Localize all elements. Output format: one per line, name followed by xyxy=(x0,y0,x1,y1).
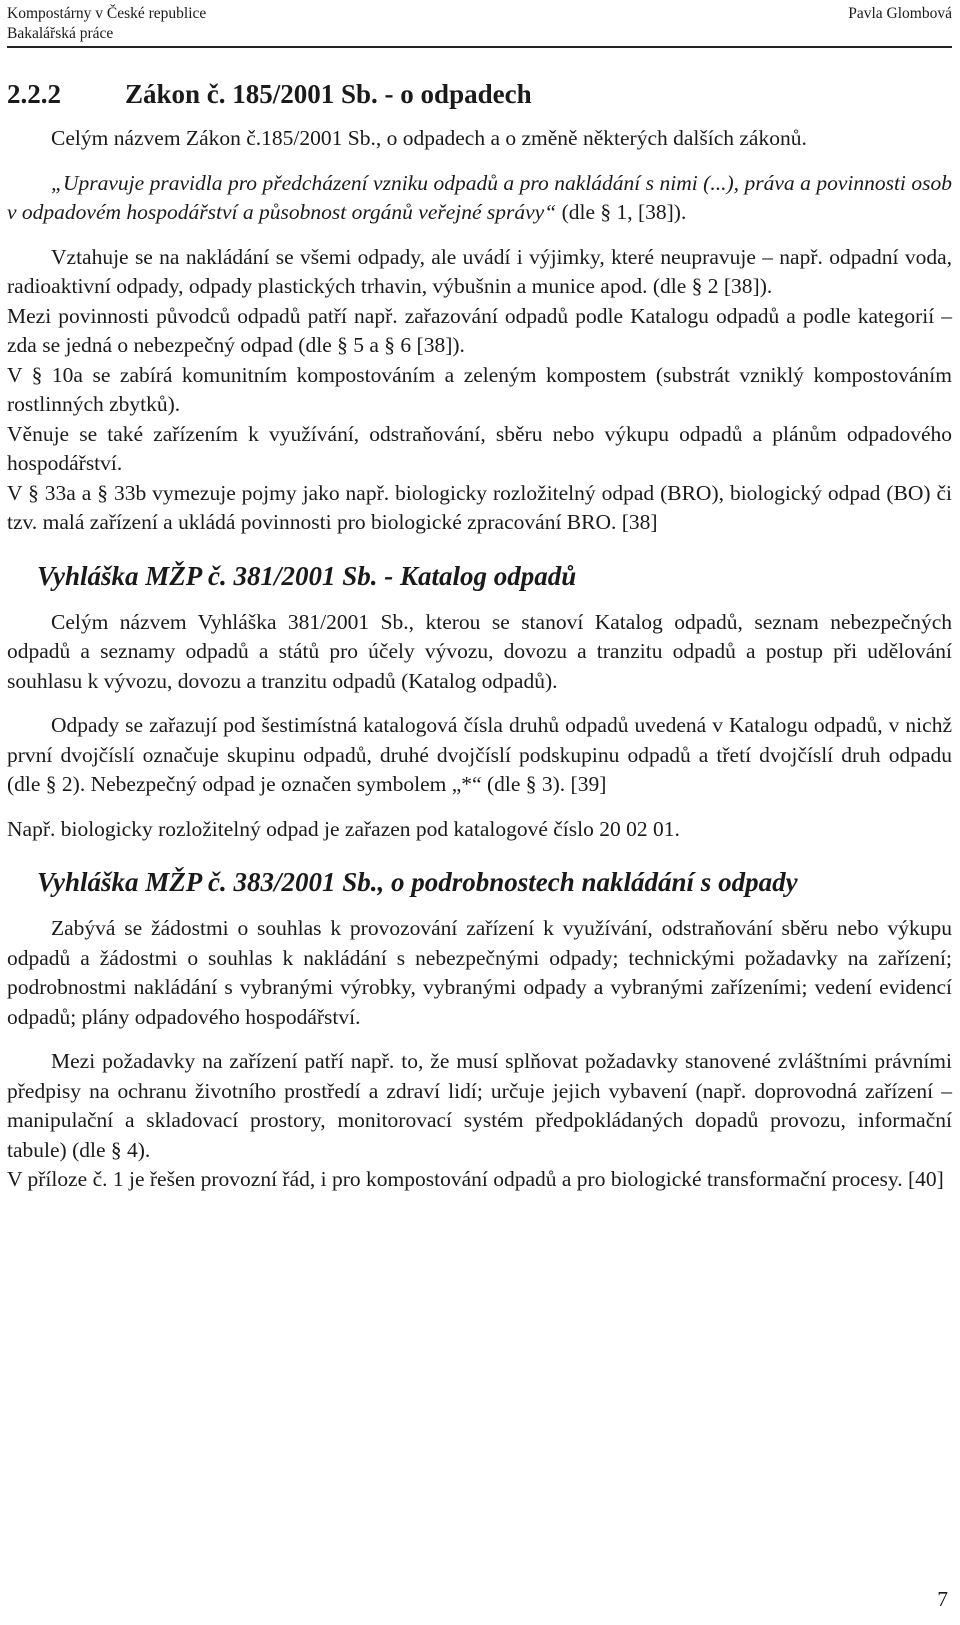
legal-quote: „Upravuje pravidla pro předcházení vzniku odpadů a pro nakládání s nimi (...), práva a povinnosti osob v odpadovém hospodářství a působnost orgánů veřejné správy“ xyxy=(7,170,952,224)
paragraph: Mezi požadavky na zařízení patří např. to, že musí splňovat požadavky stanovené zvláštními právními předpisy na ochranu životního prostředí a zdraví lidí; určuje jejich vybavení (např. doprovodná zařízení – manipulační a skladovací prostory, monitorovací systém předpokládaných dopadů provozu, informační tabule) (dle § 4). xyxy=(7,1049,952,1162)
paragraph: V příloze č. 1 je řešen provozní řád, i pro kompostování odpadů a pro biologické transformační procesy. [40] xyxy=(7,1167,944,1191)
document-type: Bakalářská práce xyxy=(7,25,114,42)
section-title: Zákon č. 185/2001 Sb. - o odpadech xyxy=(125,79,532,109)
paragraph: Zabývá se žádostmi o souhlas k provozování zařízení k využívání, odstraňování sběru nebo výkupu odpadů a žádostmi o souhlas k nakládání s nebezpečnými odpady; technickými požadavky na zařízení; podrobnostmi nakládání s vybranými výrobky, vybranými odpady a vybranými zařízeními; vedení evidencí odpadů; plány odpadového hospodářství. xyxy=(7,916,952,1029)
paragraph: Celým názvem Zákon č.185/2001 Sb., o odpadech a o změně některých dalších zákonů. xyxy=(51,126,807,150)
citation: (dle § 1, [38]). xyxy=(561,200,687,224)
paragraph: Např. biologicky rozložitelný odpad je zařazen pod katalogové číslo 20 02 01. xyxy=(7,816,680,841)
page-header xyxy=(7,2,952,48)
paragraph-quote xyxy=(7,169,952,228)
section-heading-2-2-2 xyxy=(7,76,952,112)
header-author: Pavla Glombová xyxy=(848,5,952,22)
paragraph: Mezi povinnosti původců odpadů patří např. zařazování odpadů podle Katalogu odpadů a podle kategorií – zda se jedná o nebezpečný odpad (dle § 5 a § 6 [38]). xyxy=(7,303,952,357)
paragraph: Vztahuje se na nakládání se všemi odpady, ale uvádí i výjimky, které neupravuje – např. odpadní voda, radioaktivní odpady, odpady plastických trhavin, výbušnin a munice apod. (dle § 2 [38]). xyxy=(7,244,952,298)
section-heading-383: Vyhláška MŽP č. 383/2001 Sb., o podrobnostech nakládání s odpady xyxy=(37,867,798,897)
paragraph: Celým názvem Vyhláška 381/2001 Sb., kterou se stanoví Katalog odpadů, seznam nebezpečných odpadů a seznamy odpadů a států pro účely vývozu, dovozu a tranzitu odpadů a postup při udělování souhlasu k vývozu, dovozu a tranzitu odpadů (Katalog odpadů). xyxy=(7,609,952,693)
paragraph: Odpady se zařazují pod šestimístná katalogová čísla druhů odpadů uvedená v Katalogu odpadů, v nichž první dvojčíslí označuje skupinu odpadů, druhé dvojčíslí podskupinu odpadů a třetí dvojčíslí druh odpadu (dle § 2). Nebezpečný odpad je označen symbolem „*“ (dle § 3). [39] xyxy=(7,713,952,796)
header-left xyxy=(7,4,206,44)
paragraph: V § 33a a § 33b vymezuje pojmy jako např. biologicky rozložitelný odpad (BRO), biologický odpad (BO) či tzv. malá zařízení a ukládá povinnosti pro biologické zpracování BRO. [38] xyxy=(7,480,952,534)
paragraph: V § 10a se zabírá komunitním kompostováním a zeleným kompostem (substrát vzniklý kompostováním rostlinných zbytků). xyxy=(7,362,952,416)
page-number: 7 xyxy=(937,1587,948,1611)
paragraph: Věnuje se také zařízením k využívání, odstraňování, sběru nebo výkupu odpadů a plánům odpadového hospodářství. xyxy=(7,421,952,475)
section-heading-381: Vyhláška MŽP č. 381/2001 Sb. - Katalog odpadů xyxy=(37,560,577,591)
section-number: 2.2.2 xyxy=(7,79,61,109)
document-title: Kompostárny v České republice xyxy=(7,5,207,22)
page-content xyxy=(7,76,952,1195)
